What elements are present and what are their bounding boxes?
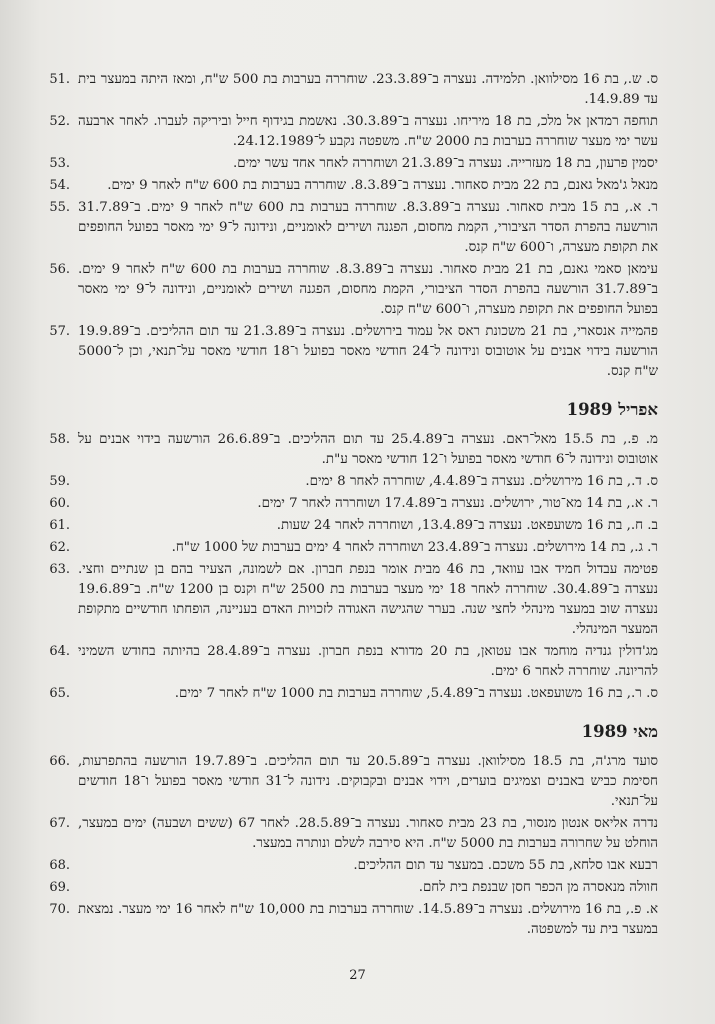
entry-text: חוולה מנאסרה מן הכפר חסן שבנפת בית לחם. (418, 880, 658, 895)
list-item (49, 878, 658, 898)
entry-text: א. פ., בת 16 מירושלים. נעצרה ב־14.5.89. שוחררה בערבות בת 10,000 ש"ח לאחר 16 ימי מעצר. נמצאת במעצר בית עד למשפטה. (78, 902, 659, 937)
entry-number: 57. (49, 324, 70, 339)
entry-number: 52. (49, 114, 70, 129)
list-item (49, 684, 658, 704)
entry-number: 66. (49, 754, 70, 769)
entry-text: סועד מרג'ה, בת 18.5 מסילוואן. נעצרה ב־20.5.89 עד תום ההליכים. ב־19.7.89 הורשעה בהתפרעות, חסימת כביש באבנים וצמיגים בוערים, וידוי אבנים ובקבוקים. נידונה ל־31 חודשי מאסר בפועל ו־18 חודשים על־תנאי. (78, 754, 659, 809)
list-item (49, 260, 658, 320)
entry-number: 65. (49, 686, 70, 701)
list-item (49, 154, 658, 174)
list-item (49, 538, 658, 558)
entry-text: מנאל ג'מאל גאנם, בת 22 מבית סאחור. נעצרה ב־8.3.89. שוחררה בערבות בת 600 ש"ח לאחר 9 ימים. (107, 178, 658, 193)
list-item (49, 430, 658, 470)
list-item (49, 752, 659, 812)
entry-text: עימאן סאמי גאנם, בת 21 מבית סאחור. נעצרה ב־8.3.89. שוחררה בערבות בת 600 ש"ח לאחר 9 ימים. ב־31.7.89 הורשעה בהפרת הסדר הציבורי, הקמת מחסום, הפגנה ושירים לאומניים, ונידונה ל־9 ימי מאסר בפועל החופפים את תקופת מעצרה, ו־600 ש"ח קנס. (78, 262, 658, 317)
list-item (49, 70, 659, 110)
document-body (49, 70, 659, 942)
entry-text: פטימה עבדול חמיד אבו עוואד, בת 46 מבית אומר בנפת חברון. אם לשמונה, הצעיר בהם בן שנתיים וחצי. נעצרה ב־30.4.89. שוחררה לאחר 18 ימי מעצר בערבות בת 2500 ש"ח וקנס בן 1200 ש"ח. ב־19.6.89 נעצרה שוב במעצר מינהלי לחצי שנה. בערר שהגישה האגודה לזכויות האדם בעניינה, הופחתו חודשיים מתקופת המעצר המינהלי. (78, 562, 658, 637)
list-item (49, 198, 659, 258)
entry-number: 53. (49, 156, 70, 171)
list-item (49, 112, 658, 152)
list-item (49, 472, 658, 492)
entry-text: ר. ג., בת 14 מירושלים. נעצרה ב־23.4.89 ושוחררה לאחר 4 ימים בערבות של 1000 ש"ח. (171, 540, 658, 555)
entry-number: 54. (49, 178, 70, 193)
entry-text: פהמייה אנסארי, בת 21 משכונת ראס אל עמוד בירושלים. נעצרה ב־21.3.89 עד תום ההליכים. ב־19.9.89 הורשעה בידוי אבנים על אוטובוס ונידונה ל־24 חודשי מאסר בפועל ו־18 חודשי מאסר על־תנאי, וכן ל־5000 ש"ח קנס. (78, 324, 658, 379)
entry-number: 63. (49, 562, 70, 577)
entry-number: 60. (49, 496, 70, 511)
entry-number: 55. (49, 200, 70, 215)
section-title: אפריל 1989 (566, 400, 658, 419)
list-item (49, 856, 658, 876)
list-item (49, 814, 658, 854)
entry-number: 62. (49, 540, 70, 555)
entry-text: מ. פ., בת 15.5 מאל־ראם. נעצרה ב־25.4.89 עד תום ההליכים. ב־26.6.89 הורשעה בידוי אבנים על אוטובוס ונידונה ל־6 חודשי מאסר בפועל ו־12 חודשי מאסר ע"ת. (78, 432, 658, 467)
list-item (49, 560, 658, 640)
entry-text: ס. ש., בת 16 מסילוואן. תלמידה. נעצרה ב־23.3.89. שוחררה בערבות בת 500 ש"ח, ומאז היתה במעצר בית עד 14.9.89. (78, 72, 659, 107)
entry-text: מג'דולין גנדיה מוחמד אבו עטואן, בת 20 מדורא בנפת חברון. נעצרה ב־28.4.89 בהיותה בחודש השמיני להריונה. שוחררה לאחר 6 ימים. (78, 644, 658, 679)
entry-number: 70. (49, 902, 70, 917)
list-item (49, 516, 658, 536)
entry-number: 61. (49, 518, 70, 533)
page-number: 27 (349, 968, 366, 983)
entry-text: ס. ר., בת 16 משועפאט. נעצרה ב־5.4.89, שוחררה בערבות בת 1000 ש"ח לאחר 7 ימים. (174, 686, 658, 701)
entry-number: 67. (49, 816, 70, 831)
entry-number: 58. (49, 432, 70, 447)
entry-text: יסמין פרעון, בת 18 מעזרייה. נעצרה ב־21.3.89 ושוחררה לאחר אחד עשר ימים. (232, 156, 658, 171)
list-item (49, 494, 658, 514)
entry-number: 59. (49, 474, 70, 489)
entry-number: 64. (49, 644, 70, 659)
list-item (49, 642, 658, 682)
entry-number: 56. (49, 262, 70, 277)
entry-number: 68. (49, 858, 70, 873)
list-item (49, 900, 659, 940)
section-title: מאי 1989 (581, 722, 658, 741)
entry-text: ס. ד., בת 16 מירושלים. נעצרה ב־4.4.89, שוחררה לאחר 8 ימים. (305, 474, 658, 489)
entry-number: 51. (49, 72, 70, 87)
list-item (49, 176, 658, 196)
entry-text: נדרה אליאס אנטון מנסור, בת 23 מבית סאחור. נעצרה ב־28.5.89. לאחר 67 (ששים ושבעה) ימים במעצר, הוחלט על שחרורה בערבות בת 5000 ש"ח. היא סירבה לשלם ונותרה במעצר. (78, 816, 658, 851)
entry-text: תוחפה רמדאן אל מלכ, בת 18 מיריחו. נעצרה ב־30.3.89. נאשמת בגידוף חייל וביריקה לעברו. לאחר ארבעה עשר ימי מעצר שוחררה בערבות בת 2000 ש"ח. משפטה נקבע ל־24.12.1989. (78, 114, 658, 149)
entry-text: ר. א., בת 14 מא־טור, ירושלים. נעצרה ב־17.4.89 ושוחררה לאחר 7 ימים. (257, 496, 658, 511)
entry-text: ב. ח., בת 16 משועפאט. נעצרה ב־13.4.89, ושוחררה לאחר 24 שעות. (276, 518, 658, 533)
entry-text: ר. א., בת 15 מבית סאחור. נעצרה ב־8.3.89. שוחררה בערבות בת 600 ש"ח לאחר 9 ימים. ב־31.7.89 הורשעה בהפרת הסדר הציבורי, הקמת מחסום, הפגנה ושירים לאומניים, ונידונה ל־9 ימי מאסר בפועל החופפים את תקופת מעצרה, ו־600 ש"ח קנס. (78, 200, 659, 255)
entry-number: 69. (49, 880, 70, 895)
entry-text: רבעא אבו סלחא, בת 55 משכם. במעצר עד תום ההליכים. (353, 858, 658, 873)
list-item (49, 322, 658, 382)
